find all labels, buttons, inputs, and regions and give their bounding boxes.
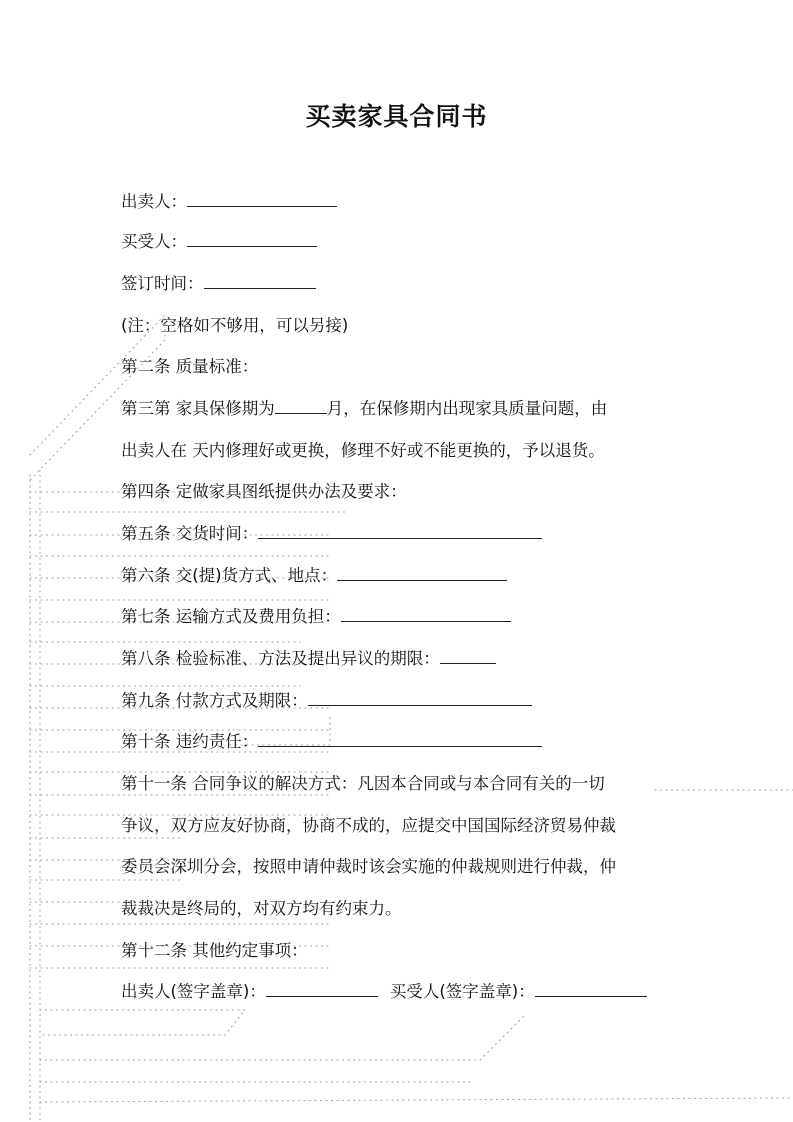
article-3-line2: 出卖人在 天内修理好或更换，修理不好或不能更换的，予以退货。 [121,441,605,460]
article-3-suffix: 月，在保修期内出现家具质量问题，由 [326,399,608,418]
article-11-line1: 第十一条 合同争议的解决方式：凡因本合同或与本合同有关的一切 [121,774,605,793]
article-7: 第七条 运输方式及费用负担： [121,607,341,626]
payment-blank[interactable] [308,690,532,706]
seller-sign-label: 出卖人(签字盖章)： [121,982,266,1001]
inspection-blank[interactable] [440,648,496,664]
article-4: 第四条 定做家具图纸提供办法及要求： [121,482,407,501]
buyer-blank[interactable] [187,231,317,247]
article-9: 第九条 付款方式及期限： [121,691,308,710]
article-8: 第八条 检验标准、方法及提出异议的期限： [121,649,440,668]
sign-time-line [121,273,316,295]
article-3-prefix: 第三第 家具保修期为 [121,399,275,418]
seller-sign-blank[interactable] [266,981,378,997]
buyer-sign-blank[interactable] [535,981,647,997]
delivery-time-blank[interactable] [258,523,542,539]
warranty-months-blank[interactable] [275,398,327,414]
liability-blank[interactable] [258,731,542,747]
article-10-line [121,731,542,753]
article-3-line1 [121,398,607,420]
article-11-line3: 委员会深圳分会，按照申请仲裁时该会实施的仲裁规则进行仲裁，仲 [121,857,616,876]
article-10: 第十条 违约责任： [121,732,259,751]
transport-cost-blank[interactable] [341,606,511,622]
seller-label: 出卖人： [121,192,187,211]
seller-blank[interactable] [187,191,337,207]
seller-line [121,191,337,213]
article-11-line2: 争议，双方应友好协商，协商不成的，应提交中国国际经济贸易仲裁 [121,816,616,835]
article-7-line [121,606,511,628]
sign-time-blank[interactable] [204,273,316,289]
buyer-sign-label: 买受人(签字盖章)： [389,982,535,1001]
article-5: 第五条 交货时间： [121,524,259,543]
contract-title: 买卖家具合同书 [305,102,488,131]
article-2: 第二条 质量标准： [121,357,259,376]
buyer-label: 买受人： [121,232,187,251]
delivery-method-blank[interactable] [337,565,507,581]
article-8-line [121,648,496,670]
article-12: 第十二条 其他约定事项： [121,941,308,960]
sign-time-label: 签订时间： [121,274,204,293]
article-5-line [121,523,542,545]
article-11-line4: 裁裁决是终局的，对双方均有约束力。 [121,899,402,918]
signature-line [121,981,647,1003]
article-6: 第六条 交(提)货方式、地点： [121,566,338,585]
buyer-line [121,231,317,253]
article-9-line [121,690,532,712]
note-line: (注：空格如不够用，可以另接) [121,316,349,335]
article-6-line [121,565,507,587]
